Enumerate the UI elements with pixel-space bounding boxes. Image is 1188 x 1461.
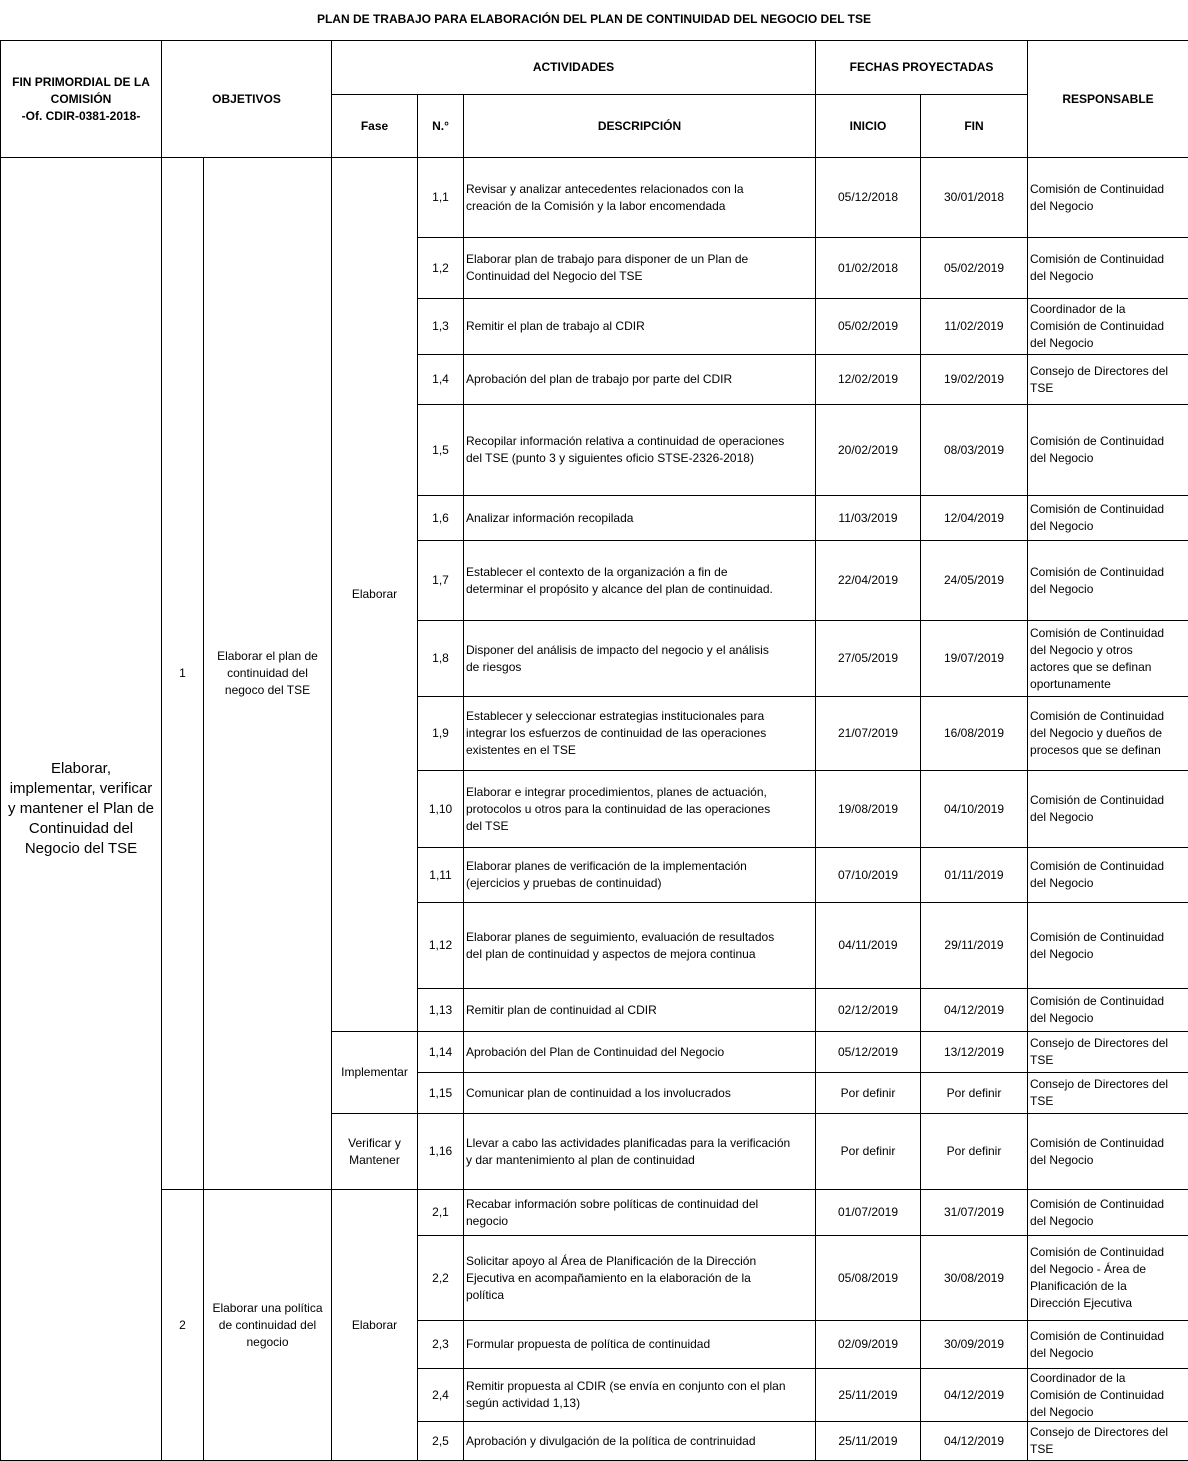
activity-description	[464, 1190, 816, 1236]
responsible-line: del Negocio	[1030, 875, 1186, 892]
activity-number: 1,12	[418, 903, 464, 989]
fin-primordial-cell-line: Elaborar,	[3, 759, 159, 779]
responsible-line: del Negocio	[1030, 198, 1186, 215]
header-fase: Fase	[332, 95, 418, 158]
responsible	[1028, 1073, 1188, 1114]
responsible-line: Comisión de Continuidad	[1030, 858, 1186, 875]
responsible-line: Coordinador de la	[1030, 1370, 1186, 1387]
activity-description	[464, 355, 816, 405]
responsible	[1028, 771, 1188, 848]
responsible-line: Consejo de Directores del	[1030, 363, 1186, 380]
responsible-line: Comisión de Continuidad	[1030, 433, 1186, 450]
responsible-line: Comisión de Continuidad	[1030, 1328, 1186, 1345]
table-row	[1, 158, 1188, 238]
activity-description-line: Ejecutiva en acompañamiento en la elaboración de la	[466, 1270, 813, 1287]
activity-description	[464, 1236, 816, 1321]
responsible	[1028, 989, 1188, 1032]
start-date: 11/03/2019	[816, 496, 921, 541]
activity-description-line: Elaborar planes de seguimiento, evaluación de resultados	[466, 929, 813, 946]
table-row	[1, 1190, 1188, 1236]
responsible-line: actores que se definan	[1030, 659, 1186, 676]
header-numero: N.°	[418, 95, 464, 158]
start-date: 20/02/2019	[816, 405, 921, 496]
objective-text-line: continuidad del	[206, 665, 329, 682]
end-date: 11/02/2019	[921, 299, 1028, 355]
responsible-line: del Negocio	[1030, 268, 1186, 285]
responsible	[1028, 158, 1188, 238]
start-date: Por definir	[816, 1114, 921, 1190]
start-date: 27/05/2019	[816, 621, 921, 697]
end-date: 24/05/2019	[921, 541, 1028, 621]
responsible-line: Consejo de Directores del	[1030, 1424, 1186, 1441]
responsible-line: del Negocio	[1030, 946, 1186, 963]
end-date: 08/03/2019	[921, 405, 1028, 496]
activity-description-line: Remitir plan de continuidad al CDIR	[466, 1002, 813, 1019]
responsible	[1028, 1114, 1188, 1190]
activity-description-line: Comunicar plan de continuidad a los involucrados	[466, 1085, 813, 1102]
responsible-line: del Negocio	[1030, 581, 1186, 598]
responsible-line: Comisión de Continuidad	[1030, 993, 1186, 1010]
start-date: 07/10/2019	[816, 848, 921, 903]
objective-number: 1	[162, 158, 204, 1190]
phase-elaborar: Elaborar	[332, 1190, 418, 1461]
end-date: 04/12/2019	[921, 1422, 1028, 1461]
activity-number: 2,1	[418, 1190, 464, 1236]
responsible-line: Comisión de Continuidad	[1030, 1244, 1186, 1261]
activity-description	[464, 541, 816, 621]
activity-description	[464, 1073, 816, 1114]
end-date: 19/07/2019	[921, 621, 1028, 697]
responsible-line: TSE	[1030, 380, 1186, 397]
header-fechas: FECHAS PROYECTADAS	[816, 41, 1028, 95]
activity-number: 2,5	[418, 1422, 464, 1461]
activity-number: 1,4	[418, 355, 464, 405]
activity-description-line: de riesgos	[466, 659, 813, 676]
activity-description	[464, 697, 816, 771]
responsible	[1028, 541, 1188, 621]
activity-description-line: Recopilar información relativa a continuidad de operaciones	[466, 433, 813, 450]
start-date: 25/11/2019	[816, 1369, 921, 1422]
responsible-line: TSE	[1030, 1052, 1186, 1069]
responsible-line: TSE	[1030, 1441, 1186, 1458]
responsible	[1028, 903, 1188, 989]
table-body	[1, 158, 1188, 1461]
activity-description-line: Remitir propuesta al CDIR (se envía en conjunto con el plan	[466, 1378, 813, 1395]
activity-description-line: Elaborar planes de verificación de la implementación	[466, 858, 813, 875]
responsible-line: del Negocio	[1030, 335, 1186, 352]
responsible	[1028, 496, 1188, 541]
activity-number: 1,11	[418, 848, 464, 903]
page-title: PLAN DE TRABAJO PARA ELABORACIÓN DEL PLAN DE CONTINUIDAD DEL NEGOCIO DEL TSE	[0, 12, 1188, 26]
responsible-line: Comisión de Continuidad	[1030, 625, 1186, 642]
responsible-line: del Negocio	[1030, 450, 1186, 467]
responsible-line: Planificación de la	[1030, 1278, 1186, 1295]
end-date: 13/12/2019	[921, 1032, 1028, 1073]
activity-description-line: Aprobación del Plan de Continuidad del Negocio	[466, 1044, 813, 1061]
responsible	[1028, 238, 1188, 299]
activity-number: 1,16	[418, 1114, 464, 1190]
activity-description	[464, 989, 816, 1032]
objective-text-line: de continuidad del	[206, 1317, 329, 1334]
responsible-line: Comisión de Continuidad	[1030, 1387, 1186, 1404]
header-fin: FIN	[921, 95, 1028, 158]
responsible-line: Coordinador de la	[1030, 301, 1186, 318]
activity-description-line: integrar los esfuerzos de continuidad de las operaciones	[466, 725, 813, 742]
responsible-line: Comisión de Continuidad	[1030, 501, 1186, 518]
start-date: 05/02/2019	[816, 299, 921, 355]
start-date: 25/11/2019	[816, 1422, 921, 1461]
responsible-line: del Negocio	[1030, 1010, 1186, 1027]
activity-description-line: Aprobación del plan de trabajo por parte del CDIR	[466, 371, 813, 388]
objective-text-line: Elaborar el plan de	[206, 648, 329, 665]
activity-description-line: creación de la Comisión y la labor encomendada	[466, 198, 813, 215]
end-date: 31/07/2019	[921, 1190, 1028, 1236]
start-date: 21/07/2019	[816, 697, 921, 771]
activity-description-line: Revisar y analizar antecedentes relacionados con la	[466, 181, 813, 198]
phase-verificar-line: Verificar y	[334, 1135, 415, 1152]
activity-description-line: Elaborar plan de trabajo para disponer de un Plan de	[466, 251, 813, 268]
responsible-line: Consejo de Directores del	[1030, 1035, 1186, 1052]
responsible	[1028, 621, 1188, 697]
responsible-line: Comisión de Continuidad	[1030, 708, 1186, 725]
start-date: 05/12/2019	[816, 1032, 921, 1073]
start-date: 05/12/2018	[816, 158, 921, 238]
header-inicio: INICIO	[816, 95, 921, 158]
activity-description-line: negocio	[466, 1213, 813, 1230]
end-date: 05/02/2019	[921, 238, 1028, 299]
phase-elaborar: Elaborar	[332, 158, 418, 1032]
header-descripcion: DESCRIPCIÓN	[464, 95, 816, 158]
end-date: 04/12/2019	[921, 989, 1028, 1032]
activity-number: 1,9	[418, 697, 464, 771]
activity-description-line: Solicitar apoyo al Área de Planificación de la Dirección	[466, 1253, 813, 1270]
objective-number: 2	[162, 1190, 204, 1461]
activity-description-line: del plan de continuidad y aspectos de mejora continua	[466, 946, 813, 963]
responsible-line: del Negocio y dueños de	[1030, 725, 1186, 742]
activity-description	[464, 1114, 816, 1190]
responsible-line: del Negocio	[1030, 1345, 1186, 1362]
responsible-line: Dirección Ejecutiva	[1030, 1295, 1186, 1312]
activity-number: 1,6	[418, 496, 464, 541]
activity-description-line: Analizar información recopilada	[466, 510, 813, 527]
responsible-line: del Negocio	[1030, 518, 1186, 535]
end-date: Por definir	[921, 1114, 1028, 1190]
activity-description-line: (ejercicios y pruebas de continuidad)	[466, 875, 813, 892]
end-date: 12/04/2019	[921, 496, 1028, 541]
activity-description-line: Continuidad del Negocio del TSE	[466, 268, 813, 285]
activity-description-line: Elaborar e integrar procedimientos, planes de actuación,	[466, 784, 813, 801]
header-fin-line: -Of. CDIR-0381-2018-	[3, 108, 159, 125]
activity-number: 1,5	[418, 405, 464, 496]
phase-implementar: Implementar	[332, 1032, 418, 1114]
start-date: 02/09/2019	[816, 1321, 921, 1369]
activity-description-line: política	[466, 1287, 813, 1304]
fin-primordial-cell-line: Negocio del TSE	[3, 839, 159, 859]
header-actividades: ACTIVIDADES	[332, 41, 816, 95]
activity-number: 2,2	[418, 1236, 464, 1321]
activity-description-line: del TSE (punto 3 y siguientes oficio STSE-2326-2018)	[466, 450, 813, 467]
responsible	[1028, 1236, 1188, 1321]
objective-text	[204, 1190, 332, 1461]
work-plan-table	[0, 40, 1188, 1461]
activity-description	[464, 771, 816, 848]
responsible-line: Comisión de Continuidad	[1030, 251, 1186, 268]
activity-description	[464, 1032, 816, 1073]
activity-description	[464, 848, 816, 903]
activity-number: 1,2	[418, 238, 464, 299]
responsible-line: Comisión de Continuidad	[1030, 792, 1186, 809]
responsible-line: Comisión de Continuidad	[1030, 1135, 1186, 1152]
objective-text-line: negoco del TSE	[206, 682, 329, 699]
responsible-line: del Negocio	[1030, 1213, 1186, 1230]
responsible	[1028, 697, 1188, 771]
responsible	[1028, 299, 1188, 355]
activity-description-line: y dar mantenimiento al plan de continuidad	[466, 1152, 813, 1169]
activity-description	[464, 1369, 816, 1422]
header-fin-line: COMISIÓN	[3, 91, 159, 108]
header-fin-primordial	[1, 41, 162, 158]
activity-number: 1,1	[418, 158, 464, 238]
activity-description	[464, 299, 816, 355]
responsible	[1028, 355, 1188, 405]
activity-description-line: Recabar información sobre políticas de continuidad del	[466, 1196, 813, 1213]
responsible-line: Comisión de Continuidad	[1030, 181, 1186, 198]
activity-number: 1,8	[418, 621, 464, 697]
activity-description	[464, 405, 816, 496]
activity-number: 1,15	[418, 1073, 464, 1114]
header-fin-line: FIN PRIMORDIAL DE LA	[3, 74, 159, 91]
end-date: 04/12/2019	[921, 1369, 1028, 1422]
end-date: 16/08/2019	[921, 697, 1028, 771]
start-date: 04/11/2019	[816, 903, 921, 989]
activity-number: 1,13	[418, 989, 464, 1032]
activity-description	[464, 238, 816, 299]
activity-description	[464, 621, 816, 697]
start-date: 02/12/2019	[816, 989, 921, 1032]
responsible	[1028, 405, 1188, 496]
responsible	[1028, 1369, 1188, 1422]
start-date: Por definir	[816, 1073, 921, 1114]
phase-verificar-line: Mantener	[334, 1152, 415, 1169]
responsible-line: Comisión de Continuidad	[1030, 929, 1186, 946]
activity-number: 2,3	[418, 1321, 464, 1369]
activity-number: 1,7	[418, 541, 464, 621]
end-date: 01/11/2019	[921, 848, 1028, 903]
end-date: 19/02/2019	[921, 355, 1028, 405]
start-date: 12/02/2019	[816, 355, 921, 405]
responsible-line: procesos que se definan	[1030, 742, 1186, 759]
fin-primordial-cell	[1, 158, 162, 1461]
responsible	[1028, 1190, 1188, 1236]
fin-primordial-cell-line: y mantener el Plan de	[3, 799, 159, 819]
end-date: 29/11/2019	[921, 903, 1028, 989]
activity-description-line: Aprobación y divulgación de la política de contrinuidad	[466, 1433, 813, 1450]
fin-primordial-cell-line: implementar, verificar	[3, 779, 159, 799]
end-date: 30/01/2018	[921, 158, 1028, 238]
end-date: 30/08/2019	[921, 1236, 1028, 1321]
activity-number: 1,10	[418, 771, 464, 848]
responsible-line: del Negocio y otros	[1030, 642, 1186, 659]
responsible-line: Comisión de Continuidad	[1030, 318, 1186, 335]
responsible-line: del Negocio	[1030, 1404, 1186, 1421]
activity-description-line: existentes en el TSE	[466, 742, 813, 759]
responsible-line: Consejo de Directores del	[1030, 1076, 1186, 1093]
header-objetivos: OBJETIVOS	[162, 41, 332, 158]
activity-description	[464, 158, 816, 238]
responsible	[1028, 1032, 1188, 1073]
activity-description	[464, 903, 816, 989]
activity-description	[464, 496, 816, 541]
responsible-line: del Negocio	[1030, 809, 1186, 826]
end-date: 04/10/2019	[921, 771, 1028, 848]
start-date: 01/02/2018	[816, 238, 921, 299]
start-date: 22/04/2019	[816, 541, 921, 621]
activity-description-line: del TSE	[466, 818, 813, 835]
responsible-line: oportunamente	[1030, 676, 1186, 693]
start-date: 19/08/2019	[816, 771, 921, 848]
activity-number: 1,3	[418, 299, 464, 355]
start-date: 05/08/2019	[816, 1236, 921, 1321]
responsible-line: TSE	[1030, 1093, 1186, 1110]
activity-description-line: Llevar a cabo las actividades planificadas para la verificación	[466, 1135, 813, 1152]
responsible	[1028, 1321, 1188, 1369]
objective-text-line: Elaborar una política	[206, 1300, 329, 1317]
activity-description-line: Establecer el contexto de la organización a fin de	[466, 564, 813, 581]
objective-text	[204, 158, 332, 1190]
activity-description-line: Disponer del análisis de impacto del negocio y el análisis	[466, 642, 813, 659]
header-responsable: RESPONSABLE	[1028, 41, 1188, 158]
activity-description-line: determinar el propósito y alcance del plan de continuidad.	[466, 581, 813, 598]
activity-number: 1,14	[418, 1032, 464, 1073]
responsible-line: del Negocio - Área de	[1030, 1261, 1186, 1278]
activity-description-line: Formular propuesta de política de continuidad	[466, 1336, 813, 1353]
responsible	[1028, 848, 1188, 903]
activity-description-line: protocolos u otros para la continuidad de las operaciones	[466, 801, 813, 818]
activity-description-line: Establecer y seleccionar estrategias institucionales para	[466, 708, 813, 725]
end-date: Por definir	[921, 1073, 1028, 1114]
start-date: 01/07/2019	[816, 1190, 921, 1236]
responsible-line: Comisión de Continuidad	[1030, 564, 1186, 581]
activity-description-line: según actividad 1,13)	[466, 1395, 813, 1412]
responsible-line: del Negocio	[1030, 1152, 1186, 1169]
activity-number: 2,4	[418, 1369, 464, 1422]
activity-description-line: Remitir el plan de trabajo al CDIR	[466, 318, 813, 335]
end-date: 30/09/2019	[921, 1321, 1028, 1369]
objective-text-line: negocio	[206, 1334, 329, 1351]
activity-description	[464, 1321, 816, 1369]
fin-primordial-cell-line: Continuidad del	[3, 819, 159, 839]
phase-verificar	[332, 1114, 418, 1190]
responsible-line: Comisión de Continuidad	[1030, 1196, 1186, 1213]
